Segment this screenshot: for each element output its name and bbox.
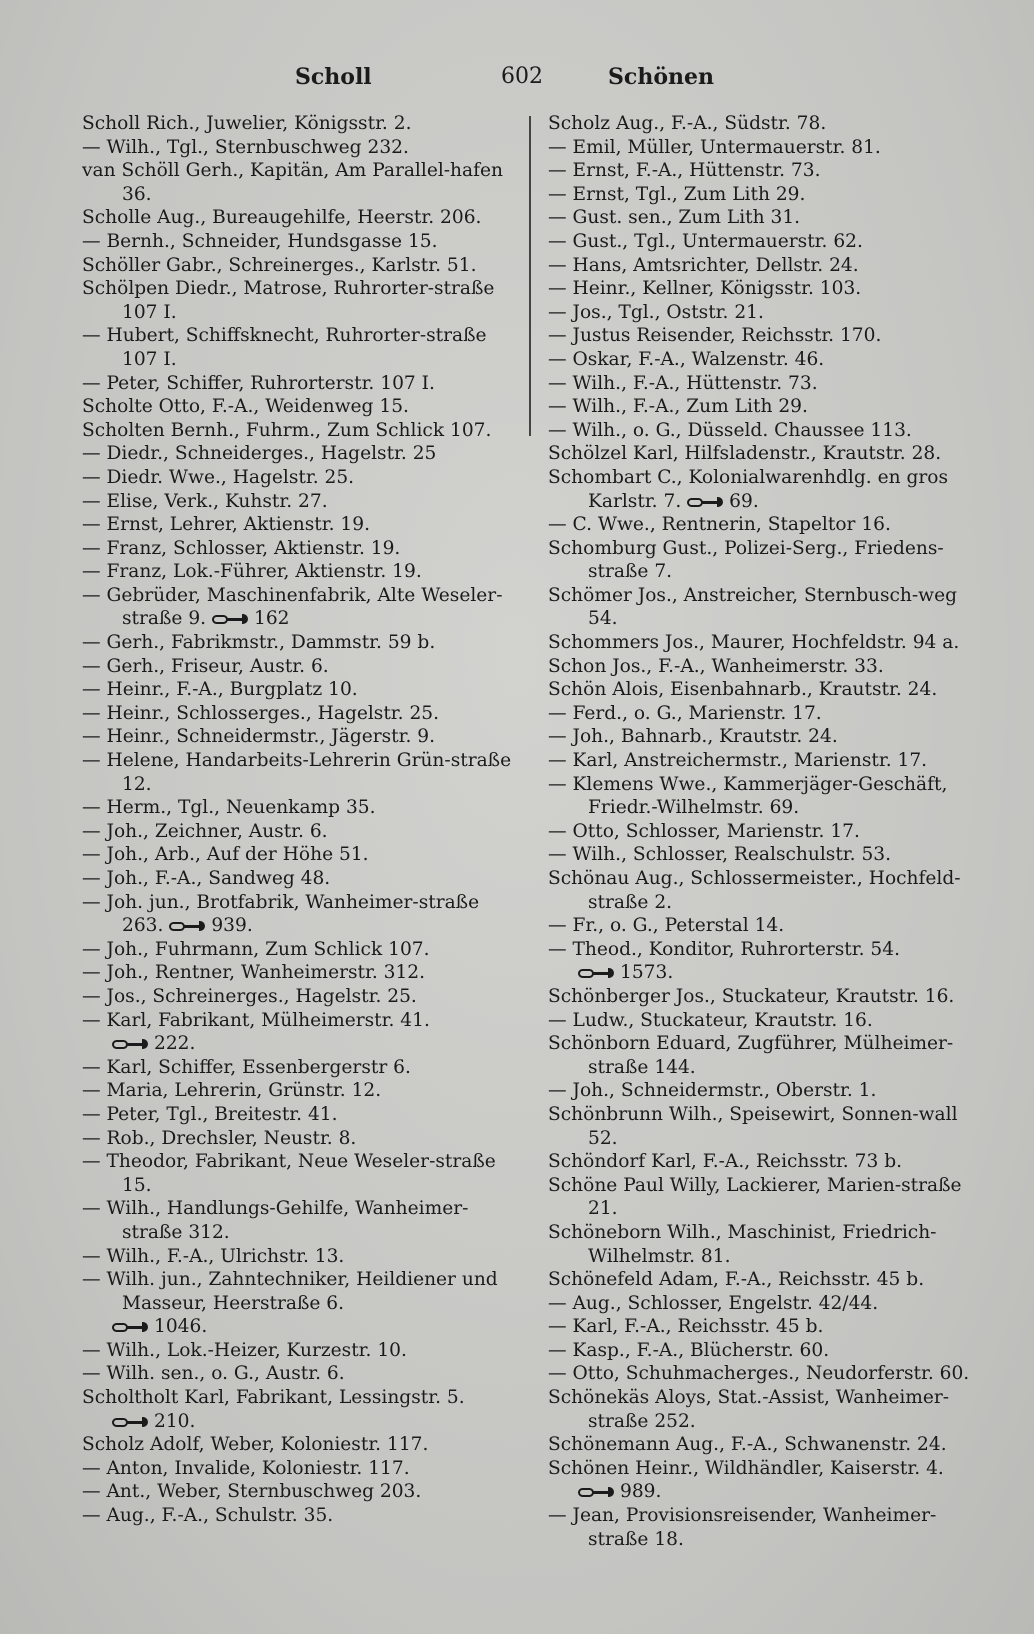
directory-entry <box>548 938 988 962</box>
telephone-number: 69. <box>729 490 759 512</box>
left-column <box>82 112 522 1528</box>
directory-entry <box>82 1009 522 1033</box>
entry-text: — Kasp., F.-A., Blücherstr. 60. <box>548 1339 830 1361</box>
directory-entry <box>548 466 988 513</box>
entry-text: — Theodor, Fabrikant, Neue Weseler-straße 15. <box>82 1151 496 1196</box>
entry-text: Scholl Rich., Juwelier, Königsstr. 2. <box>82 113 412 134</box>
entry-text: Schomburg Gust., Polizei-Serg., Friedens-straße 7. <box>548 537 944 583</box>
entry-text: — Hubert, Schiffsknecht, Ruhrorter-straße 107 I. <box>82 325 487 370</box>
directory-entry <box>82 725 522 749</box>
telephone-number: 162 <box>253 608 290 630</box>
directory-entry <box>548 631 988 655</box>
entry-text: — Joh., Fuhrmann, Zum Schlick 107. <box>82 938 430 960</box>
directory-entry <box>548 843 988 867</box>
directory-entry <box>82 1362 522 1386</box>
directory-entry <box>82 513 522 537</box>
entry-text: Schön Alois, Eisenbahnarb., Krautstr. 24. <box>548 679 938 701</box>
telephone-line <box>82 1032 522 1056</box>
entry-text: — Aug., Schlosser, Engelstr. 42/44. <box>548 1292 879 1314</box>
directory-entry <box>548 230 988 254</box>
directory-entry <box>548 1174 988 1221</box>
telephone-icon <box>112 1320 150 1334</box>
directory-entry <box>82 796 522 820</box>
directory-entry <box>82 1103 522 1127</box>
entry-text: — Joh., Rentner, Wanheimerstr. 312. <box>82 962 426 984</box>
directory-entry <box>548 773 988 820</box>
telephone-icon <box>578 966 616 980</box>
directory-entry <box>548 985 988 1009</box>
column-divider <box>529 116 531 436</box>
entry-text: — Gust. sen., Zum Lith 31. <box>548 207 801 229</box>
directory-entry <box>82 537 522 561</box>
directory-entry <box>548 1386 988 1433</box>
directory-entry <box>548 159 988 183</box>
directory-entry <box>548 1009 988 1033</box>
directory-entry <box>82 136 522 160</box>
directory-entry <box>548 914 988 938</box>
entry-text: — Klemens Wwe., Kammerjäger-Geschäft, Friedr.-Wilhelmstr. 69. <box>548 773 948 819</box>
entry-text: Schönborn Eduard, Zugführer, Mülheimer-straße 144. <box>548 1033 954 1078</box>
right-column <box>548 112 988 1551</box>
directory-entry <box>82 1245 522 1269</box>
entry-text: — Wilh., o. G., Düsseld. Chaussee 113. <box>548 419 912 441</box>
entry-text: — Peter, Schiffer, Ruhrorterstr. 107 I. <box>82 372 435 394</box>
entry-text: — Maria, Lehrerin, Grünstr. 12. <box>82 1080 382 1102</box>
entry-text: Schönemann Aug., F.-A., Schwanenstr. 24. <box>548 1434 947 1456</box>
directory-entry <box>82 277 522 324</box>
entry-text: — Joh., Schneidermstr., Oberstr. 1. <box>548 1080 877 1102</box>
entry-text: — Wilh. sen., o. G., Austr. 6. <box>82 1363 345 1385</box>
entry-text: Scholtholt Karl, Fabrikant, Lessingstr. 5. <box>82 1387 465 1409</box>
directory-entry <box>548 324 988 348</box>
entry-text: — Gerh., Fabrikmstr., Dammstr. 59 b. <box>82 632 436 654</box>
entry-text: — Otto, Schuhmacherges., Neudorferstr. 60. <box>548 1363 970 1385</box>
directory-entry <box>548 1433 988 1457</box>
directory-entry <box>548 1150 988 1174</box>
directory-entry <box>548 1504 988 1551</box>
entry-text: — C. Wwe., Rentnerin, Stapeltor 16. <box>548 514 891 536</box>
entry-text: Schönbrunn Wilh., Speisewirt, Sonnen-wall 52. <box>548 1103 958 1149</box>
directory-entry <box>548 1221 988 1268</box>
header-left-keyword: Scholl <box>295 64 372 90</box>
entry-text: Scholte Otto, F.-A., Weidenweg 15. <box>82 396 409 418</box>
entry-text: — Jos., Tgl., Oststr. 21. <box>548 301 764 323</box>
directory-entry <box>548 725 988 749</box>
directory-entry <box>82 442 522 466</box>
directory-entry <box>548 1315 988 1339</box>
entry-text: — Karl, Schiffer, Essenbergerstr 6. <box>82 1056 411 1078</box>
entry-text: Schönau Aug., Schlossermeister., Hochfeld-straße 2. <box>548 868 961 913</box>
directory-entry <box>82 820 522 844</box>
entry-text: Schölzel Karl, Hilfsladenstr., Krautstr. 28. <box>548 443 942 465</box>
directory-entry <box>548 584 988 631</box>
entry-text: — Ferd., o. G., Marienstr. 17. <box>548 702 822 724</box>
entry-text: — Rob., Drechsler, Neustr. 8. <box>82 1127 357 1149</box>
entry-text: — Heinr., Kellner, Königsstr. 103. <box>548 278 862 300</box>
entry-text: — Ernst, Tgl., Zum Lith 29. <box>548 183 806 205</box>
entry-text: — Wilh., F.-A., Ulrichstr. 13. <box>82 1245 345 1267</box>
directory-entry <box>548 537 988 584</box>
entry-text: — Hans, Amtsrichter, Dellstr. 24. <box>548 254 859 276</box>
entry-text: Scholle Aug., Bureaugehilfe, Heerstr. 206. <box>82 207 482 229</box>
entry-text: — Elise, Verk., Kuhstr. 27. <box>82 490 328 512</box>
directory-entry <box>548 1457 988 1481</box>
directory-entry <box>548 419 988 443</box>
directory-entry <box>82 1056 522 1080</box>
entry-text: — Wilh., F.-A., Hüttenstr. 73. <box>548 372 818 394</box>
telephone-icon <box>112 1037 150 1051</box>
directory-entry <box>548 301 988 325</box>
telephone-number: 1573. <box>620 962 674 984</box>
entry-text: — Heinr., Schlosserges., Hagelstr. 25. <box>82 702 440 724</box>
telephone-line <box>548 1480 988 1504</box>
directory-entry <box>548 442 988 466</box>
directory-entry <box>548 749 988 773</box>
entry-text: — Joh., Zeichner, Austr. 6. <box>82 820 328 842</box>
entry-text: — Diedr., Schneiderges., Hagelstr. 25 <box>82 443 437 465</box>
entry-text: Schöller Gabr., Schreinerges., Karlstr. 51. <box>82 254 477 276</box>
entry-text: Schönefeld Adam, F.-A., Reichsstr. 45 b. <box>548 1269 925 1291</box>
entry-text: — Gust., Tgl., Untermauerstr. 62. <box>548 230 863 252</box>
entry-text: — Diedr. Wwe., Hagelstr. 25. <box>82 466 355 488</box>
entry-text: — Wilh., Lok.-Heizer, Kurzestr. 10. <box>82 1339 407 1361</box>
directory-entry <box>82 843 522 867</box>
entry-text: — Karl, Fabrikant, Mülheimerstr. 41. <box>82 1009 430 1031</box>
entry-text: Scholz Aug., F.-A., Südstr. 78. <box>548 113 827 134</box>
entry-text: — Anton, Invalide, Koloniestr. 117. <box>82 1457 410 1479</box>
telephone-number: 210. <box>154 1410 196 1432</box>
directory-entry <box>548 112 988 136</box>
entry-text: — Ernst, Lehrer, Aktienstr. 19. <box>82 514 371 536</box>
entry-text: — Wilh., Schlosser, Realschulstr. 53. <box>548 844 892 866</box>
entry-text: — Fr., o. G., Peterstal 14. <box>548 915 785 937</box>
directory-entry <box>548 395 988 419</box>
entry-text: Schölpen Diedr., Matrose, Ruhrorter-straße 107 I. <box>82 278 495 323</box>
directory-entry <box>548 678 988 702</box>
directory-entry <box>548 702 988 726</box>
entry-text: Scholz Adolf, Weber, Koloniestr. 117. <box>82 1434 429 1456</box>
entry-text: — Franz, Lok.-Führer, Aktienstr. 19. <box>82 561 422 583</box>
directory-entry <box>82 1433 522 1457</box>
directory-entry <box>548 254 988 278</box>
directory-entry <box>548 136 988 160</box>
directory-entry <box>82 655 522 679</box>
directory-entry <box>82 961 522 985</box>
entry-text: — Karl, Anstreichermstr., Marienstr. 17. <box>548 750 928 772</box>
directory-entry <box>548 513 988 537</box>
directory-entry <box>548 277 988 301</box>
directory-entry <box>82 867 522 891</box>
directory-entry <box>82 1127 522 1151</box>
directory-entry <box>548 372 988 396</box>
directory-entry <box>82 419 522 443</box>
entry-text: — Ant., Weber, Sternbuschweg 203. <box>82 1481 422 1503</box>
directory-entry <box>82 1268 522 1315</box>
directory-entry <box>82 112 522 136</box>
directory-entry <box>82 560 522 584</box>
entry-text: — Theod., Konditor, Ruhrorterstr. 54. <box>548 938 900 960</box>
telephone-icon <box>687 495 725 509</box>
entry-text: — Otto, Schlosser, Marienstr. 17. <box>548 820 860 842</box>
directory-entry <box>82 749 522 796</box>
entry-text: — Franz, Schlosser, Aktienstr. 19. <box>82 537 401 559</box>
directory-entry <box>548 1339 988 1363</box>
directory-entry <box>82 584 522 631</box>
entry-text: — Helene, Handarbeits-Lehrerin Grün-straße 12. <box>82 750 512 795</box>
directory-entry <box>82 985 522 1009</box>
entry-text: — Joh., Bahnarb., Krautstr. 24. <box>548 726 838 748</box>
directory-entry <box>82 230 522 254</box>
directory-entry <box>82 631 522 655</box>
directory-entry <box>82 466 522 490</box>
telephone-line <box>82 1315 522 1339</box>
directory-entry <box>82 490 522 514</box>
telephone-line <box>82 1410 522 1434</box>
directory-entry <box>82 678 522 702</box>
entry-text: — Herm., Tgl., Neuenkamp 35. <box>82 797 376 819</box>
directory-entry <box>82 1150 522 1197</box>
entry-text: Schon Jos., F.-A., Wanheimerstr. 33. <box>548 655 884 677</box>
directory-entry <box>82 938 522 962</box>
entry-text: Schöne Paul Willy, Lackierer, Marien-straße 21. <box>548 1174 962 1220</box>
directory-entry <box>82 395 522 419</box>
directory-entry <box>82 206 522 230</box>
entry-text: Schönberger Jos., Stuckateur, Krautstr. 16. <box>548 985 955 1007</box>
directory-entry <box>82 1079 522 1103</box>
directory-entry <box>82 324 522 371</box>
entry-text: — Bernh., Schneider, Hundsgasse 15. <box>82 230 438 252</box>
entry-text: — Wilh. jun., Zahntechniker, Heildiener und Masseur, Heerstraße 6. <box>82 1269 498 1314</box>
entry-text: — Wilh., Handlungs-Gehilfe, Wanheimer-straße 312. <box>82 1198 469 1243</box>
entry-text: — Ernst, F.-A., Hüttenstr. 73. <box>548 160 821 182</box>
telephone-number: 939. <box>211 915 253 937</box>
telephone-icon <box>212 612 250 626</box>
directory-entry <box>82 254 522 278</box>
entry-text: — Gerh., Friseur, Austr. 6. <box>82 655 329 677</box>
entry-text: Schöndorf Karl, F.-A., Reichsstr. 73 b. <box>548 1151 903 1173</box>
entry-text: — Oskar, F.-A., Walzenstr. 46. <box>548 348 825 370</box>
directory-entry <box>82 1339 522 1363</box>
entry-text: — Peter, Tgl., Breitestr. 41. <box>82 1103 338 1125</box>
telephone-icon <box>169 919 207 933</box>
entry-text: — Joh. jun., Brotfabrik, Wanheimer-straße 263. <box>82 891 480 937</box>
directory-entry <box>548 1268 988 1292</box>
entry-text: — Joh., Arb., Auf der Höhe 51. <box>82 844 369 866</box>
entry-text: — Joh., F.-A., Sandweg 48. <box>82 868 331 889</box>
directory-entry <box>548 206 988 230</box>
entry-text: Schombart C., Kolonialwarenhdlg. en gros Karlstr. 7. <box>548 466 949 512</box>
directory-entry <box>548 820 988 844</box>
entry-text: Schönekäs Aloys, Stat.-Assist, Wanheimer-straße 252. <box>548 1387 950 1432</box>
directory-entry <box>82 1197 522 1244</box>
entry-text: — Karl, F.-A., Reichsstr. 45 b. <box>548 1316 824 1338</box>
telephone-icon <box>578 1485 616 1499</box>
directory-entry <box>548 867 988 914</box>
telephone-number: 222. <box>154 1033 196 1055</box>
entry-text: — Heinr., Schneidermstr., Jägerstr. 9. <box>82 726 436 748</box>
telephone-number: 989. <box>620 1481 662 1503</box>
page-number: 602 <box>501 64 543 89</box>
directory-entry <box>82 159 522 206</box>
entry-text: — Justus Reisender, Reichsstr. 170. <box>548 325 882 347</box>
directory-entry <box>548 348 988 372</box>
directory-entry <box>548 1292 988 1316</box>
page-header <box>80 64 964 98</box>
directory-entry <box>82 372 522 396</box>
directory-entry <box>548 183 988 207</box>
entry-text: Schommers Jos., Maurer, Hochfeldstr. 94 a. <box>548 632 960 654</box>
telephone-line <box>548 961 988 985</box>
directory-entry <box>548 655 988 679</box>
directory-entry <box>82 1457 522 1481</box>
directory-entry <box>548 1032 988 1079</box>
directory-entry <box>82 891 522 938</box>
entry-text: — Jos., Schreinerges., Hagelstr. 25. <box>82 985 417 1007</box>
entry-text: — Ludw., Stuckateur, Krautstr. 16. <box>548 1009 873 1031</box>
directory-entry <box>82 1386 522 1410</box>
entry-text: — Heinr., F.-A., Burgplatz 10. <box>82 679 358 701</box>
entry-text: van Schöll Gerh., Kapitän, Am Parallel-hafen 36. <box>82 160 503 205</box>
directory-entry <box>82 702 522 726</box>
entry-text: Schöneborn Wilh., Maschinist, Friedrich-Wilhelmstr. 81. <box>548 1221 937 1267</box>
entry-text: Schönen Heinr., Wildhändler, Kaiserstr. 4. <box>548 1457 944 1479</box>
header-right-keyword: Schönen <box>608 64 714 90</box>
entry-text: — Emil, Müller, Untermauerstr. 81. <box>548 136 881 158</box>
entry-text: Scholten Bernh., Fuhrm., Zum Schlick 107. <box>82 419 492 441</box>
entry-text: — Jean, Provisionsreisender, Wanheimer-straße 18. <box>548 1505 937 1550</box>
entry-text: Schömer Jos., Anstreicher, Sternbusch-weg 54. <box>548 584 957 630</box>
directory-entry <box>548 1362 988 1386</box>
entry-text: — Wilh., Tgl., Sternbuschweg 232. <box>82 136 409 158</box>
directory-entry <box>82 1504 522 1528</box>
directory-entry <box>548 1103 988 1150</box>
telephone-number: 1046. <box>154 1316 208 1338</box>
entry-text: — Aug., F.-A., Schulstr. 35. <box>82 1505 334 1527</box>
entry-text: — Gebrüder, Maschinenfabrik, Alte Weseler-straße 9. <box>82 584 503 630</box>
directory-entry <box>548 1079 988 1103</box>
entry-text: — Wilh., F.-A., Zum Lith 29. <box>548 396 808 418</box>
directory-entry <box>82 1480 522 1504</box>
telephone-icon <box>112 1415 150 1429</box>
